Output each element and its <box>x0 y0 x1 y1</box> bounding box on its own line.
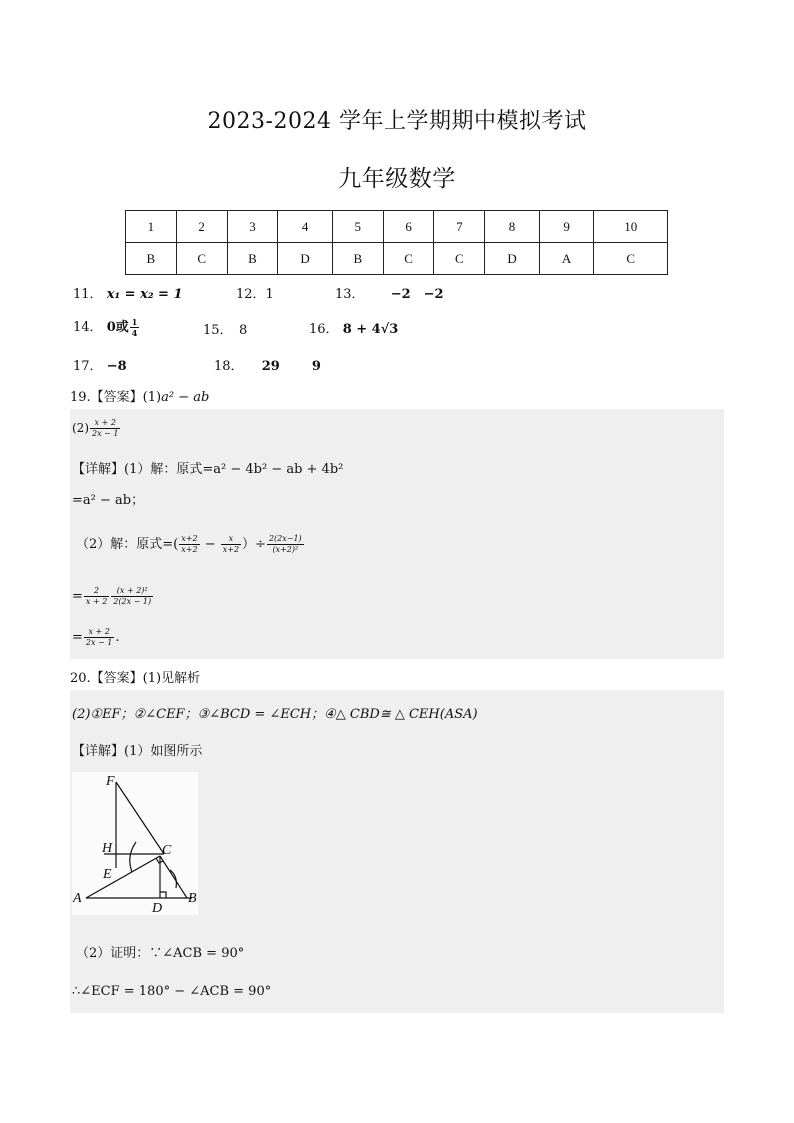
q19-detail-2-mid: ）÷ <box>242 537 266 552</box>
table-cell: C <box>383 243 434 275</box>
fraction-numerator: x <box>221 534 241 545</box>
table-cell: 10 <box>594 211 668 243</box>
fraction-numerator: 2(2x−1) <box>268 534 302 543</box>
answer-table <box>125 210 668 275</box>
q18-answer-b: 9 <box>311 359 321 374</box>
period: . <box>115 630 120 645</box>
table-cell: B <box>126 243 177 275</box>
page-title: 2023-2024 学年上学期期中模拟考试 <box>207 109 587 134</box>
q17 <box>73 355 127 374</box>
table-cell: 9 <box>539 211 594 243</box>
table-cell: D <box>485 243 540 275</box>
geometry-figure <box>72 772 198 915</box>
fraction-denominator: (x+2)² <box>272 545 299 554</box>
point-label-C: C <box>162 843 172 858</box>
q17-answer: −8 <box>106 359 127 374</box>
q20-answer-heading: 20.【答案】(1)见解析 <box>70 671 201 686</box>
fraction <box>84 627 114 648</box>
q19-answer-heading <box>70 386 209 405</box>
fraction-denominator: 2(2x − 1) <box>113 597 152 606</box>
answer-table-answer-row <box>126 243 668 275</box>
equals-sign: = <box>72 589 83 604</box>
q16-answer: 8 + 4√3 <box>342 322 399 337</box>
q19-answer-2-prefix: (2) <box>72 421 89 435</box>
q19-detail-1-result: =a² − ab； <box>72 493 145 508</box>
point-label-H: H <box>102 841 113 856</box>
q11 <box>73 283 183 302</box>
q19-heading-text: 19.【答案】(1) <box>70 390 162 405</box>
fraction-numerator: x + 2 <box>90 418 120 429</box>
q13-number: 13． <box>335 287 365 302</box>
q14 <box>73 316 140 338</box>
fraction-denominator: 2x − 1 <box>85 638 113 647</box>
fraction <box>111 586 153 607</box>
fraction-denominator: x+2 <box>181 545 198 554</box>
table-cell: 7 <box>434 211 485 243</box>
q19-final <box>72 627 120 648</box>
fraction <box>267 534 304 555</box>
q19-detail-2: （2）解：原式=( $\frac{x+2}{x+2}$ − $\frac{x}{x+2}$ ）÷ $\frac{2(2x-1)}{\text{(x+2)²}}$ <box>76 534 302 554</box>
q20-answer-2: (2)①EF；②∠CEF；③∠BCD = ∠ECH；④△ CBD≅ △ CEH(ASA) <box>72 707 478 722</box>
q14-number: 14． <box>73 320 103 335</box>
q11-number: 11． <box>73 287 103 302</box>
q15: 15． 8 <box>203 323 248 338</box>
table-cell: 6 <box>383 211 434 243</box>
table-cell: A <box>539 243 594 275</box>
q20-proof-2: ∴∠ECF = 180° − ∠ACB = 90° <box>72 984 272 999</box>
point-label-B: B <box>188 891 197 906</box>
q19-answer-1: a² − ab <box>161 390 210 405</box>
q18 <box>214 355 321 374</box>
q16-number: 16． <box>309 322 339 337</box>
q14-answer: 0或 <box>106 320 129 335</box>
q13-answer: −2 −2 <box>390 287 444 302</box>
q17-number: 17． <box>73 359 103 374</box>
fraction-denominator: 2x − 1 <box>92 429 119 438</box>
table-cell: D <box>278 243 333 275</box>
table-cell: 5 <box>332 211 383 243</box>
point-label-F: F <box>106 774 115 789</box>
q16 <box>309 318 398 337</box>
answer-table-number-row <box>126 211 668 243</box>
table-cell: C <box>594 243 668 275</box>
fraction-denominator: 4 <box>131 328 138 338</box>
fraction-numerator: 1 <box>131 317 138 327</box>
fraction-numerator: x + 2 <box>84 627 114 638</box>
q19-detail-1: 【详解】(1）解：原式=a² − 4b² − ab + 4b² <box>72 462 344 477</box>
table-cell: C <box>434 243 485 275</box>
q18-number: 18． <box>214 359 244 374</box>
table-cell: 1 <box>126 211 177 243</box>
point-label-D: D <box>152 901 163 915</box>
table-cell: B <box>332 243 383 275</box>
fraction <box>84 586 109 607</box>
q11-answer: x₁ = x₂ = 1 <box>106 287 183 302</box>
q18-answer-a: 29 <box>261 359 280 374</box>
page-subtitle: 九年级数学 <box>338 166 456 192</box>
fraction-numerator: 2 <box>84 586 109 597</box>
equals-sign: = <box>72 630 83 645</box>
q20-proof-1: （2）证明：∵∠ACB = 90° <box>76 946 245 961</box>
table-cell: C <box>176 243 227 275</box>
point-label-E: E <box>103 867 112 882</box>
fraction <box>179 534 199 555</box>
table-cell: B <box>227 243 278 275</box>
table-cell: 3 <box>227 211 278 243</box>
q19-answer-2 <box>72 418 121 439</box>
q19-detail-2-prefix: （2）解：原式=( <box>76 537 179 552</box>
table-cell: 2 <box>176 211 227 243</box>
q19-step <box>72 586 154 607</box>
fraction <box>221 534 241 555</box>
triangle-construction-diagram <box>72 772 198 915</box>
point-label-A: A <box>73 891 82 906</box>
q19-answer-2-fraction <box>90 418 120 439</box>
fraction-denominator: x + 2 <box>85 597 108 606</box>
fraction-denominator: x+2 <box>222 545 240 554</box>
table-cell: 8 <box>485 211 540 243</box>
q20-detail-1: 【详解】(1）如图所示 <box>72 744 203 759</box>
fraction-numerator: x+2 <box>181 534 198 543</box>
table-cell: 4 <box>278 211 333 243</box>
fraction-numerator: (x + 2)² <box>111 586 153 597</box>
q12: 12．1 <box>236 287 274 302</box>
q14-fraction <box>130 317 140 338</box>
q13 <box>335 283 444 302</box>
